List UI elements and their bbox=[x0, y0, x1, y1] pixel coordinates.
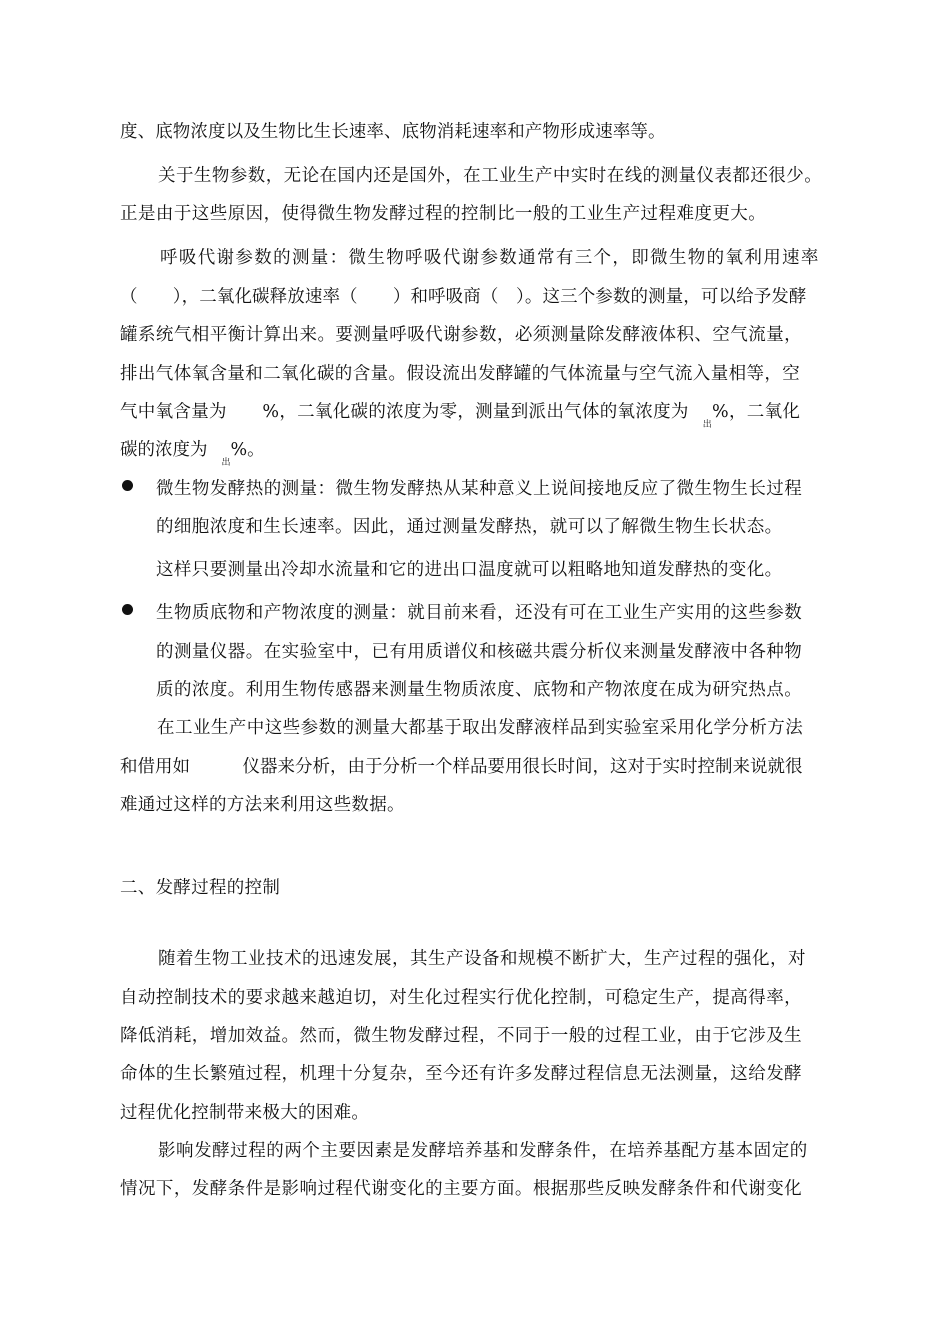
text-line: （ ），二氧化碳释放速率（ ）和呼吸商（ ）。这三个参数的测量，可以给予发酵 bbox=[120, 287, 807, 307]
text-line: 生物质底物和产物浓度的测量：就目前来看，还没有可在工业生产实用的这些参数 bbox=[156, 603, 803, 623]
text-line: 降低消耗，增加效益。然而，微生物发酵过程，不同于一般的过程工业，由于它涉及生 bbox=[120, 1026, 803, 1046]
text-line: 随着生物工业技术的迅速发展，其生产设备和规模不断扩大，生产过程的强化，对 bbox=[158, 949, 806, 969]
text-line bbox=[120, 437, 265, 468]
text-line: 在工业生产中这些参数的测量大都基于取出发酵液样品到实验室采用化学分析方法 bbox=[157, 718, 804, 738]
text-line: 这样只要测量出冷却水流量和它的进出口温度就可以粗略地知道发酵热的变化。 bbox=[156, 560, 783, 580]
text-line: 度、底物浓度以及生物比生长速率、底物消耗速率和产物形成速率等。 bbox=[120, 122, 666, 142]
text-line: 影响发酵过程的两个主要因素是发酵培养基和发酵条件，在培养基配方基本固定的 bbox=[158, 1141, 808, 1161]
text-line: 正是由于这些原因，使得微生物发酵过程的控制比一般的工业生产过程难度更大。 bbox=[120, 204, 767, 224]
text-line: 自动控制技术的要求越来越迫切，对生化过程实行优化控制，可稳定生产，提高得率， bbox=[120, 988, 803, 1008]
text-line: 排出气体氧含量和二氧化碳的含量。假设流出发酵罐的气体流量与空气流入量相等，空 bbox=[120, 364, 801, 384]
text-line: 质的浓度。利用生物传感器来测量生物质浓度、底物和产物浓度在成为研究热点。 bbox=[156, 680, 803, 700]
text-run: 气中氧含量为 %，二氧化碳的浓度为零，测量到派出气体的氧浓度为 bbox=[120, 402, 689, 422]
subscript-out: 出 bbox=[221, 458, 231, 468]
text-line: 的细胞浓度和生长速率。因此，通过测量发酵热，就可以了解微生物生长状态。 bbox=[156, 517, 783, 537]
text-line: 的测量仪器。在实验室中，已有用质谱仪和核磁共震分析仪来测量发酵液中各种物 bbox=[156, 642, 803, 662]
text-run: %。 bbox=[230, 440, 265, 460]
subscript-out: 出 bbox=[702, 420, 713, 430]
text-run: 碳的浓度为 bbox=[120, 440, 208, 460]
text-line: 微生物发酵热的测量：微生物发酵热从某种意义上说间接地反应了微生物生长过程 bbox=[156, 479, 803, 499]
bullet-icon bbox=[122, 480, 133, 491]
text-run: %，二氧化 bbox=[712, 402, 801, 422]
text-line: 关于生物参数，无论在国内还是国外，在工业生产中实时在线的测量仪表都还很少。 bbox=[158, 166, 823, 186]
text-line: 呼吸代谢参数的测量：微生物呼吸代谢参数通常有三个，即微生物的氧利用速率 bbox=[160, 248, 820, 268]
text-line bbox=[120, 399, 800, 430]
text-line: 难通过这样的方法来利用这些数据。 bbox=[120, 795, 405, 815]
text-line: 命体的生长繁殖过程，机理十分复杂，至今还有许多发酵过程信息无法测量，这给发酵 bbox=[120, 1064, 803, 1084]
text-line: 过程优化控制带来极大的困难。 bbox=[120, 1103, 370, 1123]
text-line: 罐系统气相平衡计算出来。要测量呼吸代谢参数，必须测量除发酵液体积、空气流量， bbox=[120, 325, 803, 345]
bullet-icon bbox=[122, 604, 133, 615]
text-line: 情况下，发酵条件是影响过程代谢变化的主要方面。根据那些反映发酵条件和代谢变化 bbox=[120, 1179, 803, 1199]
text-line: 和借用如 仪器来分析，由于分析一个样品要用很长时间，这对于实时控制来说就很 bbox=[120, 757, 803, 777]
section-heading: 二、发酵过程的控制 bbox=[120, 878, 281, 898]
